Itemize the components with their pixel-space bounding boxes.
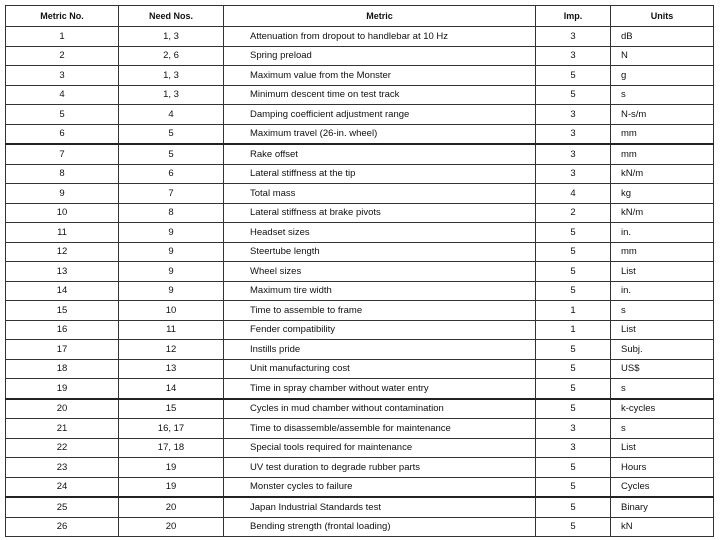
importance-cell: 2: [536, 203, 611, 223]
metric-no-cell: 6: [6, 124, 119, 144]
need-nos-cell: 9: [119, 262, 224, 282]
header-row: [6, 6, 714, 27]
units-cell: List: [611, 262, 714, 282]
units-cell: List: [611, 438, 714, 458]
importance-cell: 3: [536, 438, 611, 458]
metric-cell: Rake offset: [224, 144, 536, 164]
table-row: [6, 497, 714, 517]
need-nos-cell: 16, 17: [119, 419, 224, 439]
need-nos-cell: 5: [119, 124, 224, 144]
table-row: [6, 85, 714, 105]
table-row: [6, 379, 714, 399]
metric-cell: Lateral stiffness at the tip: [224, 164, 536, 184]
metric-no-cell: 8: [6, 164, 119, 184]
units-cell: US$: [611, 359, 714, 379]
importance-cell: 3: [536, 164, 611, 184]
metric-cell: Maximum tire width: [224, 281, 536, 301]
metric-cell: Maximum value from the Monster: [224, 66, 536, 86]
units-cell: N: [611, 46, 714, 66]
metrics-table: [5, 5, 714, 537]
metric-cell: Total mass: [224, 184, 536, 204]
header-metric: Metric: [224, 6, 536, 27]
importance-cell: 3: [536, 419, 611, 439]
metric-no-cell: 11: [6, 223, 119, 243]
importance-cell: 5: [536, 458, 611, 478]
units-cell: mm: [611, 144, 714, 164]
need-nos-cell: 10: [119, 301, 224, 321]
metric-cell: Attenuation from dropout to handlebar at 10 Hz: [224, 27, 536, 47]
units-cell: s: [611, 85, 714, 105]
metric-cell: Spring preload: [224, 46, 536, 66]
table-row: [6, 281, 714, 301]
metric-no-cell: 7: [6, 144, 119, 164]
metric-no-cell: 22: [6, 438, 119, 458]
metric-cell: Bending strength (frontal loading): [224, 517, 536, 537]
header-metric-no: Metric No.: [6, 6, 119, 27]
metric-no-cell: 17: [6, 340, 119, 360]
metric-cell: Fender compatibility: [224, 320, 536, 340]
metric-no-cell: 1: [6, 27, 119, 47]
importance-cell: 3: [536, 27, 611, 47]
table-row: [6, 262, 714, 282]
units-cell: s: [611, 301, 714, 321]
table-row: [6, 46, 714, 66]
table-row: [6, 399, 714, 419]
metric-cell: Lateral stiffness at brake pivots: [224, 203, 536, 223]
need-nos-cell: 1, 3: [119, 85, 224, 105]
units-cell: Binary: [611, 497, 714, 517]
importance-cell: 3: [536, 144, 611, 164]
metric-no-cell: 9: [6, 184, 119, 204]
metric-cell: Monster cycles to failure: [224, 477, 536, 497]
table-row: [6, 124, 714, 144]
units-cell: Hours: [611, 458, 714, 478]
metric-no-cell: 2: [6, 46, 119, 66]
units-cell: kN: [611, 517, 714, 537]
importance-cell: 5: [536, 85, 611, 105]
metric-no-cell: 24: [6, 477, 119, 497]
table-row: [6, 359, 714, 379]
table-row: [6, 27, 714, 47]
table-row: [6, 301, 714, 321]
importance-cell: 5: [536, 340, 611, 360]
metric-no-cell: 5: [6, 105, 119, 125]
units-cell: mm: [611, 124, 714, 144]
metric-no-cell: 10: [6, 203, 119, 223]
need-nos-cell: 13: [119, 359, 224, 379]
table-row: [6, 517, 714, 537]
table-row: [6, 458, 714, 478]
need-nos-cell: 17, 18: [119, 438, 224, 458]
importance-cell: 5: [536, 223, 611, 243]
units-cell: Subj.: [611, 340, 714, 360]
metric-cell: Special tools required for maintenance: [224, 438, 536, 458]
units-cell: List: [611, 320, 714, 340]
units-cell: in.: [611, 223, 714, 243]
table-row: [6, 242, 714, 262]
table-row: [6, 438, 714, 458]
metric-cell: Time in spray chamber without water entry: [224, 379, 536, 399]
importance-cell: 5: [536, 242, 611, 262]
metric-cell: Unit manufacturing cost: [224, 359, 536, 379]
table-row: [6, 419, 714, 439]
need-nos-cell: 19: [119, 458, 224, 478]
metric-cell: Time to disassemble/assemble for maintenance: [224, 419, 536, 439]
importance-cell: 3: [536, 105, 611, 125]
header-units: Units: [611, 6, 714, 27]
metric-cell: Minimum descent time on test track: [224, 85, 536, 105]
importance-cell: 4: [536, 184, 611, 204]
units-cell: s: [611, 379, 714, 399]
need-nos-cell: 9: [119, 281, 224, 301]
metric-no-cell: 18: [6, 359, 119, 379]
units-cell: k-cycles: [611, 399, 714, 419]
metric-cell: Japan Industrial Standards test: [224, 497, 536, 517]
table-row: [6, 340, 714, 360]
units-cell: N-s/m: [611, 105, 714, 125]
importance-cell: 1: [536, 320, 611, 340]
units-cell: kg: [611, 184, 714, 204]
metric-cell: Headset sizes: [224, 223, 536, 243]
need-nos-cell: 9: [119, 223, 224, 243]
metric-cell: Time to assemble to frame: [224, 301, 536, 321]
need-nos-cell: 11: [119, 320, 224, 340]
metric-no-cell: 15: [6, 301, 119, 321]
need-nos-cell: 2, 6: [119, 46, 224, 66]
table-row: [6, 320, 714, 340]
metric-cell: Instills pride: [224, 340, 536, 360]
importance-cell: 3: [536, 46, 611, 66]
header-imp: Imp.: [536, 6, 611, 27]
importance-cell: 5: [536, 477, 611, 497]
metric-no-cell: 25: [6, 497, 119, 517]
table-row: [6, 164, 714, 184]
units-cell: kN/m: [611, 164, 714, 184]
need-nos-cell: 4: [119, 105, 224, 125]
need-nos-cell: 7: [119, 184, 224, 204]
need-nos-cell: 12: [119, 340, 224, 360]
importance-cell: 5: [536, 379, 611, 399]
need-nos-cell: 9: [119, 242, 224, 262]
need-nos-cell: 20: [119, 497, 224, 517]
table-row: [6, 144, 714, 164]
table-row: [6, 203, 714, 223]
metric-no-cell: 3: [6, 66, 119, 86]
metric-cell: Damping coefficient adjustment range: [224, 105, 536, 125]
metric-no-cell: 23: [6, 458, 119, 478]
units-cell: kN/m: [611, 203, 714, 223]
metric-no-cell: 13: [6, 262, 119, 282]
metric-cell: Cycles in mud chamber without contamination: [224, 399, 536, 419]
metric-cell: UV test duration to degrade rubber parts: [224, 458, 536, 478]
table-row: [6, 477, 714, 497]
units-cell: dB: [611, 27, 714, 47]
need-nos-cell: 1, 3: [119, 66, 224, 86]
importance-cell: 5: [536, 281, 611, 301]
importance-cell: 5: [536, 66, 611, 86]
units-cell: s: [611, 419, 714, 439]
metric-no-cell: 4: [6, 85, 119, 105]
importance-cell: 5: [536, 359, 611, 379]
metric-no-cell: 20: [6, 399, 119, 419]
metric-no-cell: 26: [6, 517, 119, 537]
importance-cell: 1: [536, 301, 611, 321]
importance-cell: 3: [536, 124, 611, 144]
header-need-nos: Need Nos.: [119, 6, 224, 27]
table-row: [6, 105, 714, 125]
importance-cell: 5: [536, 517, 611, 537]
need-nos-cell: 20: [119, 517, 224, 537]
need-nos-cell: 5: [119, 144, 224, 164]
need-nos-cell: 15: [119, 399, 224, 419]
importance-cell: 5: [536, 399, 611, 419]
metric-no-cell: 16: [6, 320, 119, 340]
metric-no-cell: 14: [6, 281, 119, 301]
need-nos-cell: 1, 3: [119, 27, 224, 47]
units-cell: mm: [611, 242, 714, 262]
metric-cell: Maximum travel (26-in. wheel): [224, 124, 536, 144]
metric-no-cell: 12: [6, 242, 119, 262]
need-nos-cell: 8: [119, 203, 224, 223]
units-cell: Cycles: [611, 477, 714, 497]
units-cell: in.: [611, 281, 714, 301]
importance-cell: 5: [536, 262, 611, 282]
need-nos-cell: 19: [119, 477, 224, 497]
importance-cell: 5: [536, 497, 611, 517]
units-cell: g: [611, 66, 714, 86]
metric-cell: Steertube length: [224, 242, 536, 262]
need-nos-cell: 6: [119, 164, 224, 184]
metric-no-cell: 19: [6, 379, 119, 399]
metric-no-cell: 21: [6, 419, 119, 439]
table-row: [6, 184, 714, 204]
need-nos-cell: 14: [119, 379, 224, 399]
metric-cell: Wheel sizes: [224, 262, 536, 282]
table-row: [6, 223, 714, 243]
table-row: [6, 66, 714, 86]
